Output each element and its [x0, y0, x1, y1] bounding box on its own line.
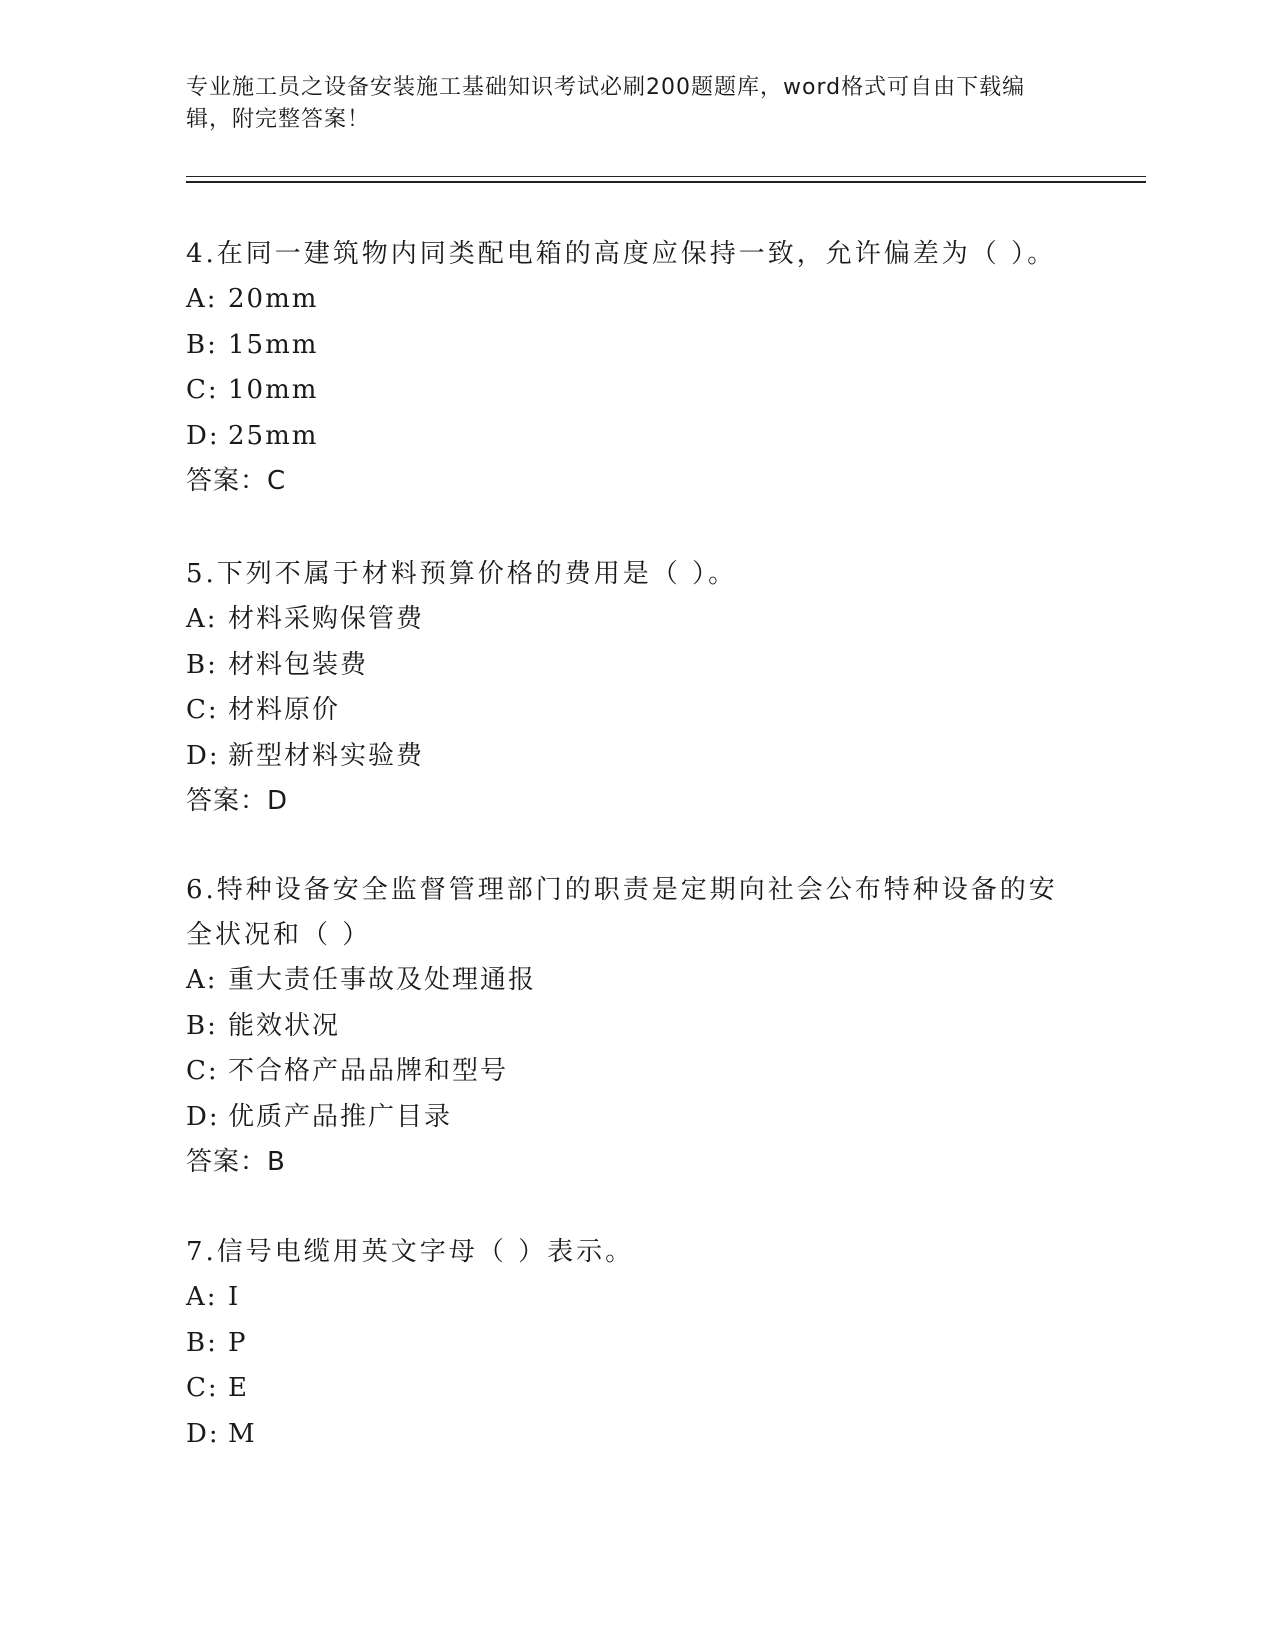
option-text: 15mm	[228, 329, 319, 360]
question-text: 4.在同一建筑物内同类配电箱的高度应保持一致，允许偏差为（ ）。	[186, 239, 1057, 269]
option-text: P	[228, 1327, 248, 1358]
option-letter: B:	[186, 329, 218, 360]
option-text: 25mm	[228, 420, 319, 451]
answer-line: 答案：C	[186, 466, 287, 496]
option-c	[186, 688, 1066, 734]
option-c	[186, 1049, 1066, 1095]
option-letter: D:	[186, 740, 220, 771]
question-7	[186, 1230, 1066, 1457]
option-a	[186, 277, 1066, 323]
option-letter: C:	[186, 375, 219, 405]
option-text: 新型材料实验费	[228, 740, 425, 771]
option-d	[186, 734, 1066, 780]
option-letter: B:	[186, 649, 218, 680]
option-letter: A:	[186, 965, 218, 995]
option-d	[186, 1412, 1066, 1458]
header-divider-thick	[186, 181, 1146, 183]
option-text: 不合格产品品牌和型号	[228, 1056, 509, 1086]
question-6	[186, 868, 1066, 1185]
option-letter: A:	[186, 1282, 218, 1312]
option-d	[186, 1095, 1066, 1141]
option-text: 材料原价	[228, 695, 341, 725]
option-text: 材料采购保管费	[228, 604, 425, 634]
option-b	[186, 1004, 1066, 1050]
option-d	[186, 414, 1066, 460]
option-a	[186, 1275, 1066, 1321]
option-c	[186, 1366, 1066, 1412]
option-letter: B:	[186, 1010, 218, 1041]
question-text: 5.下列不属于材料预算价格的费用是（ ）。	[186, 559, 738, 589]
question-5	[186, 552, 1066, 824]
option-text: 优质产品推广目录	[228, 1101, 453, 1132]
option-letter: C:	[186, 1373, 219, 1403]
question-text: 6.特种设备安全监督管理部门的职责是定期向社会公布特种设备的安全状况和（ ）	[186, 875, 1058, 950]
option-b	[186, 643, 1066, 689]
option-letter: D:	[186, 420, 220, 451]
question-4	[186, 232, 1066, 504]
option-text: 20mm	[228, 284, 319, 314]
document-header: 专业施工员之设备安装施工基础知识考试必刷200题题库，word格式可自由下载编辑，附完整答案！	[186, 75, 1026, 132]
option-letter: A:	[186, 604, 218, 634]
option-letter: D:	[186, 1418, 220, 1449]
option-letter: B:	[186, 1327, 218, 1358]
question-text: 7.信号电缆用英文字母（ ）表示。	[186, 1237, 635, 1267]
header-divider-thin	[186, 176, 1146, 177]
option-text: E	[228, 1373, 249, 1403]
option-a	[186, 958, 1066, 1004]
option-text: 10mm	[228, 375, 319, 405]
option-letter: C:	[186, 1056, 219, 1086]
option-letter: A:	[186, 284, 218, 314]
answer-line: 答案：D	[186, 786, 289, 816]
option-text: 能效状况	[228, 1010, 341, 1041]
option-text: I	[228, 1282, 241, 1312]
answer-line: 答案：B	[186, 1147, 286, 1177]
option-text: M	[228, 1418, 257, 1449]
option-text: 重大责任事故及处理通报	[228, 965, 537, 995]
option-a	[186, 597, 1066, 643]
option-b	[186, 323, 1066, 369]
option-b	[186, 1321, 1066, 1367]
option-text: 材料包装费	[228, 649, 369, 680]
option-letter: C:	[186, 695, 219, 725]
option-letter: D:	[186, 1101, 220, 1132]
option-c	[186, 368, 1066, 414]
